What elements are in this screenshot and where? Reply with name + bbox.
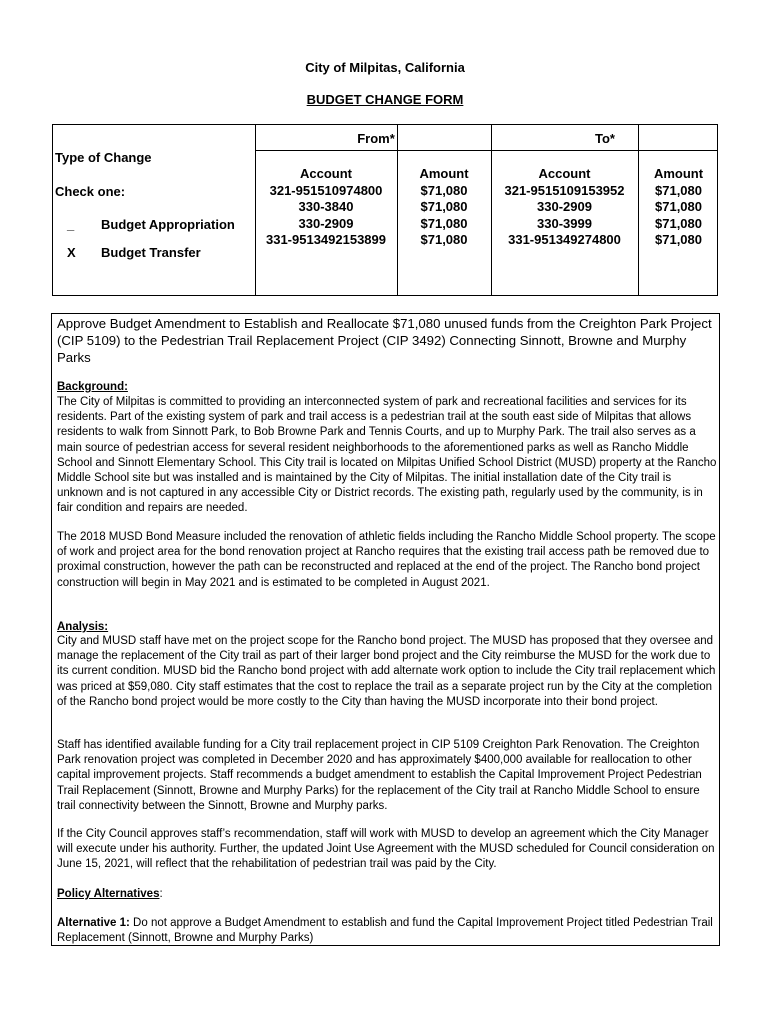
policy-heading: Policy Alternatives (57, 888, 160, 900)
appropriation-label: Budget Appropriation (101, 217, 235, 232)
from-amount-value: $71,080 (420, 232, 468, 247)
from-amount-header: Amount (419, 166, 469, 181)
to-amount-column (638, 166, 719, 249)
to-account-column (491, 166, 638, 249)
from-account-value: 321-951510974800 (269, 182, 383, 198)
justification-box (51, 313, 720, 946)
from-account-header: Account (300, 166, 352, 181)
city-title: City of Milpitas, California (305, 60, 465, 75)
from-amount-value: $71,080 (420, 199, 468, 214)
transfer-checkbox[interactable]: X (67, 245, 76, 260)
budget-change-table (52, 124, 718, 296)
from-account-value: 331-9513492153899 (265, 232, 386, 247)
from-header: From* (357, 131, 395, 146)
to-account-header: Account (538, 166, 591, 181)
alternative-1-text: Do not approve a Budget Amendment to establish and fund the Capital Improvement Project titled Pedestrian Trail Replacement (Sinnott, Browne and Murphy Parks) (57, 917, 713, 945)
table-header-divider (255, 150, 717, 151)
to-account-value: 330-2909 (537, 199, 592, 214)
analysis-paragraph-3: If the City Council approves staff’s recommendation, staff will work with MUSD to develop an agreement which the City Manager will execute under his authority. Further, the updated Joint Use Agreement with the MUSD scheduled for Council consideration on June 15, 2021, will reflect that the rehabilitation of pedestrian trail was paid by the City. (57, 828, 715, 871)
policy-colon: : (159, 888, 163, 900)
alternative-1-label: Alternative 1: (57, 917, 130, 929)
to-header: To* (595, 131, 615, 146)
from-account-column (255, 166, 397, 249)
background-paragraph-1: The City of Milpitas is committed to providing an interconnected system of park and recreational facilities and services for its residents. Part of the existing system of park and trail access is a pedestrian trail at the south east side of Milpitas that allows residents to walk from Sinnott Park, to Bob Browne Park and Tennis Courts, and up to Murphy Park. The trail also serves as a main source of pedestrian access for several resident neighborhoods to the aforementioned parks as well as Rancho Middle School and Sinnott Elementary School. This City trail is located on Milpitas Unified School District (MUSD) property at the Rancho Middle School site but was installed and is maintained by the City of Milpitas. The initial installation date of the City trail is unknown and is not captured in any accessible City or District records. The existing path, regularly used by the community, is in fair condition and repairs are needed. (57, 396, 717, 515)
check-one-label: Check one: (55, 184, 126, 199)
form-title: BUDGET CHANGE FORM (306, 92, 464, 107)
to-account-value: 330-3999 (537, 215, 592, 231)
from-account-value: 330-2909 (298, 215, 354, 231)
to-amount-header: Amount (653, 166, 704, 181)
to-account-value: 321-9515109153952 (504, 182, 625, 198)
to-account-value: 331-951349274800 (508, 232, 621, 247)
from-amount-value: $71,080 (420, 182, 468, 198)
summary-text: Approve Budget Amendment to Establish and Reallocate $71,080 unused funds from the Creighton Park Project (CIP 5109) to the Pedestrian Trail Replacement Project (CIP 3492) Connecting Sinnott, Browne and Murphy Parks (57, 316, 712, 365)
to-amount-value: $71,080 (655, 215, 702, 231)
analysis-paragraph-2: Staff has identified available funding for a City trail replacement project in CIP 5109 Creighton Park Renovation. The Creighton Park renovation project was completed in December 2020 and has approximately $400,000 available for reallocation to other capital improvement projects. Staff recommends a budget amendment to establish the Capital Improvement Project Pedestrian Trail Replacement (Sinnott, Browne and Murphy Parks) for the replacement of the City trail at Rancho Middle School to ensure trail connectivity between the Sinnott, Browne and Murphy parks. (57, 739, 702, 812)
alternative-1 (57, 916, 717, 946)
from-account-value: 330-3840 (298, 199, 354, 214)
analysis-heading: Analysis: (57, 621, 109, 633)
background-heading: Background: (57, 381, 128, 393)
analysis-paragraph-1: City and MUSD staff have met on the project scope for the Rancho bond project. The MUSD has proposed that they oversee and manage the replacement of the City trail as part of their larger bond project and the City reimburse the MUSD for the work due to its current condition. MUSD bid the Rancho bond project with add alternate work option to include the City trail replacement which was priced at $59,080. City staff estimates that the cost to replace the trail as a separate project run by the City at the completion of the Rancho bond project would be more costly to the City than having the MUSD incorporate into their bond project. (57, 635, 716, 708)
from-amount-column (397, 166, 491, 249)
from-amount-value: $71,080 (420, 215, 468, 231)
transfer-label: Budget Transfer (101, 245, 201, 260)
to-amount-value: $71,080 (655, 182, 702, 198)
to-amount-value: $71,080 (655, 232, 702, 247)
background-paragraph-2: The 2018 MUSD Bond Measure included the renovation of athletic fields including the Rancho Middle School property. The scope of work and project area for the bond renovation project at Rancho requires that the existing trail access path be removed due to proximal construction, however the path can be reconstructed and replaced at the end of the project. The Rancho bond project construction will begin in May 2021 and is estimated to be completed in August 2021. (57, 531, 716, 589)
type-of-change-label: Type of Change (55, 150, 152, 165)
policy-alternatives (57, 887, 717, 902)
appropriation-checkbox[interactable]: _ (67, 217, 75, 232)
to-amount-value: $71,080 (655, 199, 702, 214)
